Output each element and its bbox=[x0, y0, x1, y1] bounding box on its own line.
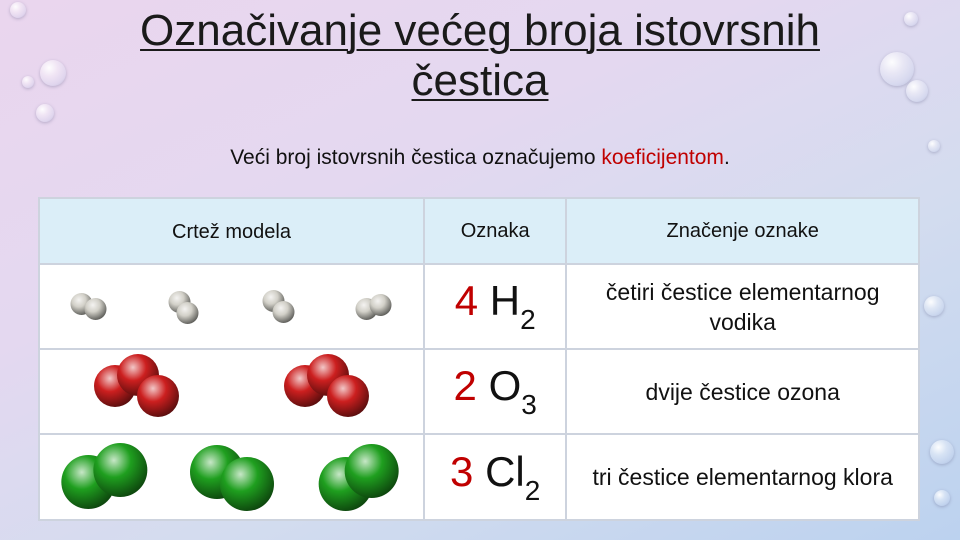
model-cell-chlorine bbox=[39, 434, 424, 520]
atom-sphere bbox=[177, 302, 199, 324]
notation-chlorine bbox=[424, 434, 566, 520]
coefficient: 2 bbox=[453, 362, 477, 409]
hydrogen-model-drawing bbox=[41, 267, 421, 347]
bubble-decoration bbox=[930, 440, 954, 464]
molecule-model bbox=[62, 443, 148, 509]
molecule-model bbox=[190, 445, 274, 511]
subscript: 2 bbox=[520, 304, 536, 335]
bubble-decoration bbox=[36, 104, 54, 122]
meaning-chlorine: tri čestice elementarnog klora bbox=[566, 434, 919, 520]
header-model-drawing: Crtež modela bbox=[39, 198, 424, 264]
title-line-1: Označivanje većeg broja istovrsnih bbox=[140, 6, 820, 55]
bubble-decoration bbox=[934, 490, 950, 506]
bubble-decoration bbox=[924, 296, 944, 316]
coefficient: 4 bbox=[454, 277, 479, 324]
page-title bbox=[20, 6, 940, 106]
meaning-hydrogen: četiri čestice elementarnog vodika bbox=[566, 264, 919, 349]
title-line-2: čestica bbox=[411, 56, 549, 105]
table-row bbox=[39, 434, 919, 520]
atom-sphere bbox=[273, 301, 295, 323]
atom-sphere bbox=[94, 443, 148, 497]
header-meaning: Značenje oznake bbox=[566, 198, 919, 264]
subscript: 2 bbox=[524, 474, 541, 506]
atom-sphere bbox=[370, 294, 392, 316]
model-cell-hydrogen bbox=[39, 264, 424, 349]
table-header-row bbox=[39, 198, 919, 264]
coefficient: 3 bbox=[450, 447, 474, 495]
header-notation: Oznaka bbox=[424, 198, 566, 264]
molecule-model bbox=[169, 291, 199, 324]
ozone-model-drawing bbox=[41, 352, 421, 432]
atom-sphere bbox=[220, 457, 274, 511]
model-cell-ozone bbox=[39, 349, 424, 434]
molecule-model bbox=[319, 444, 399, 511]
chlorine-model-drawing bbox=[41, 435, 421, 519]
subscript: 3 bbox=[521, 389, 537, 420]
notation-hydrogen bbox=[424, 264, 566, 349]
subtitle-period: . bbox=[723, 146, 730, 169]
molecule-model bbox=[94, 354, 179, 417]
molecule-model bbox=[71, 293, 107, 320]
element-symbol: H bbox=[489, 277, 521, 324]
subtitle bbox=[0, 146, 960, 170]
subtitle-keyword: koeficijentom bbox=[601, 146, 724, 169]
molecule-table bbox=[38, 197, 920, 521]
atom-sphere bbox=[327, 375, 369, 417]
molecule-model bbox=[263, 290, 295, 323]
notation-ozone bbox=[424, 349, 566, 434]
molecule-model bbox=[284, 354, 369, 417]
element-symbol: Cl bbox=[485, 447, 525, 495]
atom-sphere bbox=[85, 298, 107, 320]
meaning-ozone: dvije čestice ozona bbox=[566, 349, 919, 434]
molecule-model bbox=[356, 294, 392, 320]
table-row bbox=[39, 264, 919, 349]
atom-sphere bbox=[345, 444, 399, 498]
atom-sphere bbox=[137, 375, 179, 417]
subtitle-text: Veći broj istovrsnih čestica označujemo bbox=[230, 146, 602, 169]
table-row bbox=[39, 349, 919, 434]
element-symbol: O bbox=[488, 362, 522, 409]
